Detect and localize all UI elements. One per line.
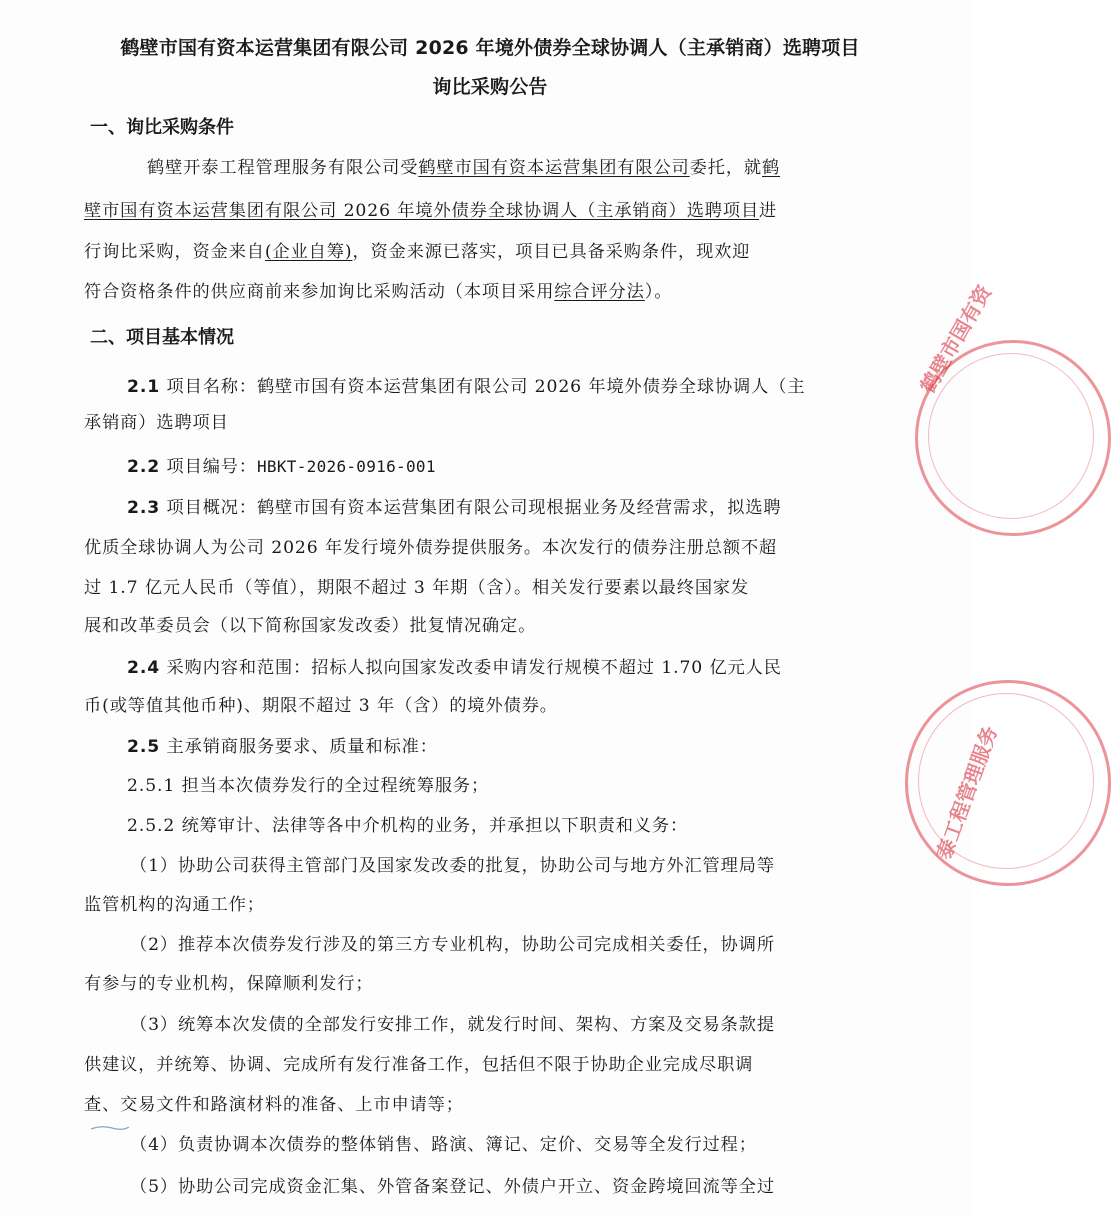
item-2-5-line1 <box>127 736 854 758</box>
item-2-3-line1 <box>127 497 854 519</box>
document-title-line1: 鹤壁市国有资本运营集团有限公司 2026 年境外债券全球协调人（主承销商）选聘项目 <box>120 37 860 59</box>
text-span: ）。 <box>644 282 673 302</box>
item-2-3-line3: 过 1.7 亿元人民币（等值），期限不超过 3 年期（含）。相关发行要素以最终国家发 <box>84 578 750 598</box>
item-number: 2.1 <box>127 377 161 397</box>
item-number: 2.4 <box>127 658 161 678</box>
text-span: 符合资格条件的供应商前来参加询比采购活动（本项目采用 <box>84 282 555 302</box>
text-span: 鹤壁开泰工程管理服务有限公司受 <box>147 158 419 178</box>
section1-para-line3 <box>84 241 854 263</box>
duty-3-line3: 查、交易文件和路演材料的准备、上市申请等； <box>84 1095 464 1115</box>
project-name-underlined-start: 鹤 <box>762 158 781 178</box>
item-2-5-2: 2.5.2 统筹审计、法律等各中介机构的业务，并承担以下职责和义务： <box>127 816 689 836</box>
seal-inner-ring <box>928 353 1094 519</box>
client-name-underlined: 鹤壁市国有资本运营集团有限公司 <box>418 158 690 178</box>
fund-source-underlined: (企业自筹) <box>264 242 353 262</box>
item-2-1-line1 <box>127 376 854 398</box>
text-span: ，资金来源已落实，项目已具备采购条件，现欢迎 <box>352 242 751 262</box>
item-number: 2.2 <box>127 457 161 477</box>
section1-para-line2 <box>84 200 854 222</box>
item-2-3-line2: 优质全球协调人为公司 2026 年发行境外债券提供服务。本次发行的债券注册总额不超 <box>84 538 778 558</box>
seal-text-1: 鹤壁市国有资 <box>915 281 997 397</box>
item-2-4-line2: 币(或等值其他币种)、期限不超过 3 年（含）的境外债券。 <box>84 696 558 716</box>
red-seal-stamp-2 <box>905 680 1111 886</box>
project-code: HBKT-2026-0916-001 <box>256 457 436 476</box>
duty-5-line1: （5）协助公司完成资金汇集、外管备案登记、外债户开立、资金跨境回流等全过 <box>130 1177 775 1197</box>
text-span: 项目名称：鹤壁市国有资本运营集团有限公司 2026 年境外债券全球协调人（主 <box>166 377 806 397</box>
text-span: 项目概况：鹤壁市国有资本运营集团有限公司现根据业务及经营需求，拟选聘 <box>166 498 782 518</box>
duty-1-line1: （1）协助公司获得主管部门及国家发改委的批复，协助公司与地方外汇管理局等 <box>130 856 775 876</box>
duty-3-line1: （3）统筹本次发债的全部发行安排工作，就发行时间、架构、方案及交易条款提 <box>130 1015 775 1035</box>
item-2-2 <box>127 456 854 478</box>
section1-para-line4 <box>84 281 854 303</box>
section1-heading: 一、询比采购条件 <box>90 117 234 138</box>
red-seal-stamp-1 <box>915 281 1111 536</box>
text-span: 项目编号： <box>166 457 257 477</box>
item-2-4-line1 <box>127 657 854 679</box>
text-span: 委托，就 <box>689 158 763 178</box>
pen-mark-icon <box>90 1124 130 1132</box>
project-name-underlined: 壁市国有资本运营集团有限公司 2026 年境外债券全球协调人（主承销商）选聘项目 <box>84 201 760 221</box>
item-2-5-1: 2.5.1 担当本次债券发行的全过程统筹服务； <box>127 776 490 796</box>
duty-2-line1: （2）推荐本次债券发行涉及的第三方专业机构，协助公司完成相关委任，协调所 <box>130 935 775 955</box>
duty-1-line2: 监管机构的沟通工作； <box>84 895 265 915</box>
duty-2-line2: 有参与的专业机构，保障顺利发行； <box>84 974 374 994</box>
text-span: 主承销商服务要求、质量和标准： <box>166 737 438 757</box>
document-title-line2: 询比采购公告 <box>432 76 548 98</box>
text-span: 行询比采购，资金来自 <box>84 242 265 262</box>
item-number: 2.3 <box>127 498 161 518</box>
duty-3-line2: 供建议，并统筹、协调、完成所有发行准备工作，包括但不限于协助企业完成尽职调 <box>84 1055 754 1075</box>
section1-para-line1 <box>147 157 854 179</box>
seal-text-2: 泰工程管理服务 <box>931 722 1003 863</box>
section2-heading: 二、项目基本情况 <box>90 327 234 348</box>
item-number: 2.5 <box>127 737 161 757</box>
duty-4-line1: （4）负责协调本次债券的整体销售、路演、簿记、定价、交易等全发行过程； <box>130 1135 757 1155</box>
item-2-1-line2: 承销商）选聘项目 <box>84 413 229 433</box>
text-span: 进 <box>759 201 778 221</box>
text-span: 采购内容和范围：招标人拟向国家发改委申请发行规模不超过 1.70 亿元人民 <box>166 658 782 678</box>
item-2-3-line4: 展和改革委员会（以下简称国家发改委）批复情况确定。 <box>84 616 537 636</box>
evaluation-method-underlined: 综合评分法 <box>554 282 645 302</box>
